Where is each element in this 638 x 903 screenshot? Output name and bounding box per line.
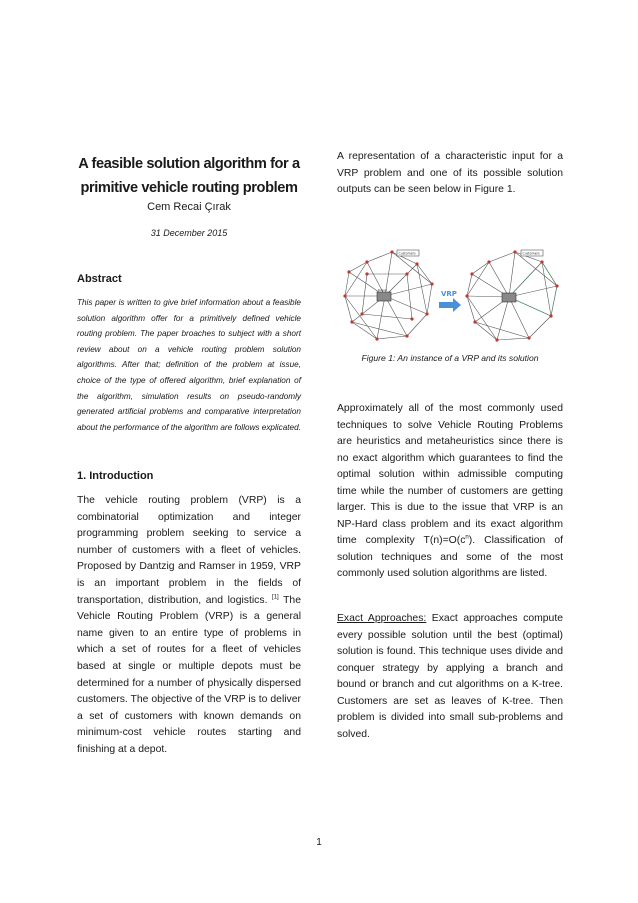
paper-title: A feasible solution algorithm for a primitive vehicle routing problem xyxy=(78,156,300,196)
complexity-exponent: n xyxy=(465,534,469,541)
author-name: Cem Recai Çırak xyxy=(147,201,231,213)
page-number: 1 xyxy=(316,837,322,848)
abstract-heading: Abstract xyxy=(77,273,122,285)
intro-text-part-b: The Vehicle Routing Problem (VRP) is a general name given to an entire type of problems in which a set of routes for a fleet of vehicles based at single or multiple depots must be determined for a number of physically dispersed customers. The objective of the VRP is to deliver a set of customers with known demands on minimum-cost vehicle routes starting and finishing at a depot. xyxy=(77,594,301,755)
exact-approaches-paragraph xyxy=(337,611,563,743)
vrp-arrow-icon xyxy=(439,290,461,312)
introduction-heading: 1. Introduction xyxy=(77,470,154,482)
techniques-text-part-b: ). Classification of solution techniques and some of the most commonly used solution algorithms are listed. xyxy=(337,535,563,579)
intro-text-part-a: The vehicle routing problem (VRP) is a combinatorial optimization and integer programming problem seeking to service a number of customers with a fleet of vehicles. Proposed by Dantzig and Ramser in 1959, VRP is an important problem in the fields of transportation, distribution, and logistics. xyxy=(77,495,301,606)
figure-caption: Figure 1: An instance of a VRP and its solution xyxy=(361,353,539,363)
solution-techniques-paragraph xyxy=(337,401,563,583)
publication-date: 31 December 2015 xyxy=(150,228,228,238)
depot-label-left: Depot xyxy=(378,288,388,292)
exact-approaches-label: Exact Approaches: xyxy=(337,613,427,624)
exact-approaches-text: Exact approaches compute every possible solution until the best (optimal) solution is found. This technique uses divide and conquer strategy by applying a branch and bound or branch and cut algorithms on a K-tree. Customers are set as leaves of K-tree. Then problem is divided into small sub-problems and solved. xyxy=(337,613,563,740)
vrp-figure xyxy=(337,244,563,344)
introduction-text xyxy=(77,493,301,759)
customers-tag-left-text: Customers xyxy=(398,251,416,256)
depot-icon-right xyxy=(502,293,516,302)
vrp-figure-graphic xyxy=(337,244,563,344)
techniques-text-part-a: Approximately all of the most commonly used techniques to solve Vehicle Routing Problems are heuristics and metaheuristics since there is no exact algorithm which guarantees to find the optimal solution within admissible computing time while the number of customers are getting larger. This is due to the issue that VRP is an NP-Hard class problem and its exact algorithm time complexity T(n)=O(c xyxy=(337,403,563,546)
vrp-arrow-label: VRP xyxy=(441,290,457,298)
customers-tag-right-text: Customers xyxy=(522,251,540,256)
citation-ref: [1] xyxy=(272,594,279,601)
depot-icon-left xyxy=(377,292,391,301)
figure-intro-paragraph: A representation of a characteristic input for a VRP problem and one of its possible solution outputs can be seen below in Figure 1. xyxy=(337,151,563,195)
abstract-text: This paper is written to give brief information about a feasible solution algorithm offer for a primitively defined vehicle routing problem. The paper broaches to subject with a short review about on a vehicle routing problem solution algorithms. After that; definition of the problem at issue, choice of the type of offered algorithm, brief explanation of the algorithm, simulation results on pseudo-randomly generated artificial problems and comparative interpretation about the performance of the algorithm are follows explicated. xyxy=(77,298,301,432)
